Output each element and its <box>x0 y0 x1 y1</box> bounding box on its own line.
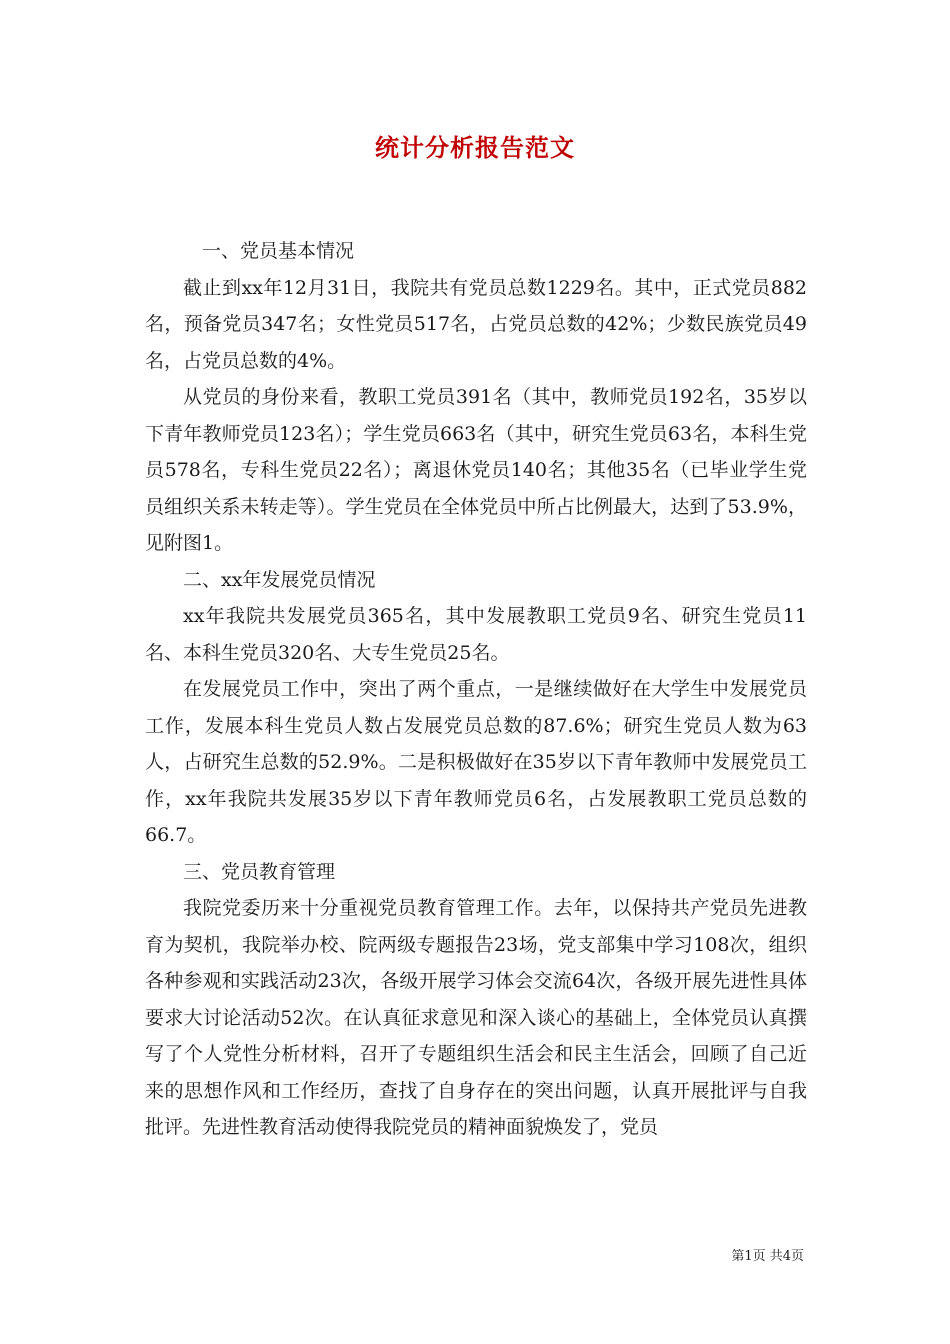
paragraph: 在发展党员工作中，突出了两个重点，一是继续做好在大学生中发展党员工作，发展本科生党员人数占发展党员总数的87.6%；研究生党员人数为63人，占研究生总数的52.9%。二是积极做好在35岁以下青年教师中发展党员工作，xx年我院共发展35岁以下青年教师党员6名，占发展教职工党员总数的66.7。 <box>145 678 807 846</box>
section-heading-2: 二、xx年发展党员情况 <box>183 568 376 591</box>
paragraph: 截止到xx年12月31日，我院共有党员总数1229名。其中，正式党员882名，预备党员347名；女性党员517名，占党员总数的42%；少数民族党员49名，占党员总数的4%。 <box>145 276 807 372</box>
document-body <box>145 233 807 1146</box>
page-number-footer: 第1页 共4页 <box>731 1249 804 1264</box>
paragraph: 从党员的身份来看，教职工党员391名（其中，教师党员192名，35岁以下青年教师党员123名）；学生党员663名（其中，研究生党员63名，本科生党员578名，专科生党员22名）；离退休党员140名；其他35名（已毕业学生党员组织关系未转走等）。学生党员在全体党员中所占比例最大，达到了53.9%，见附图1。 <box>145 386 807 554</box>
document-title: 统计分析报告范文 <box>375 133 575 162</box>
section-heading-1: 一、党员基本情况 <box>202 240 355 262</box>
section-heading-3: 三、党员教育管理 <box>183 860 336 883</box>
paragraph: 我院党委历来十分重视党员教育管理工作。去年，以保持共产党员先进教育为契机，我院举办校、院两级专题报告23场，党支部集中学习108次，组织各种参观和实践活动23次，各级开展学习体会交流64次，各级开展先进性具体要求大讨论活动52次。在认真征求意见和深入谈心的基础上，全体党员认真撰写了个人党性分析材料，召开了专题组织生活会和民主生活会，回顾了自己近来的思想作风和工作经历，查找了自身存在的突出问题，认真开展批评与自我批评。先进性教育活动使得我院党员的精神面貌焕发了，党员 <box>145 897 807 1138</box>
paragraph: xx年我院共发展党员365名，其中发展教职工党员9名、研究生党员11名、本科生党员320名、大专生党员25名。 <box>145 605 807 664</box>
